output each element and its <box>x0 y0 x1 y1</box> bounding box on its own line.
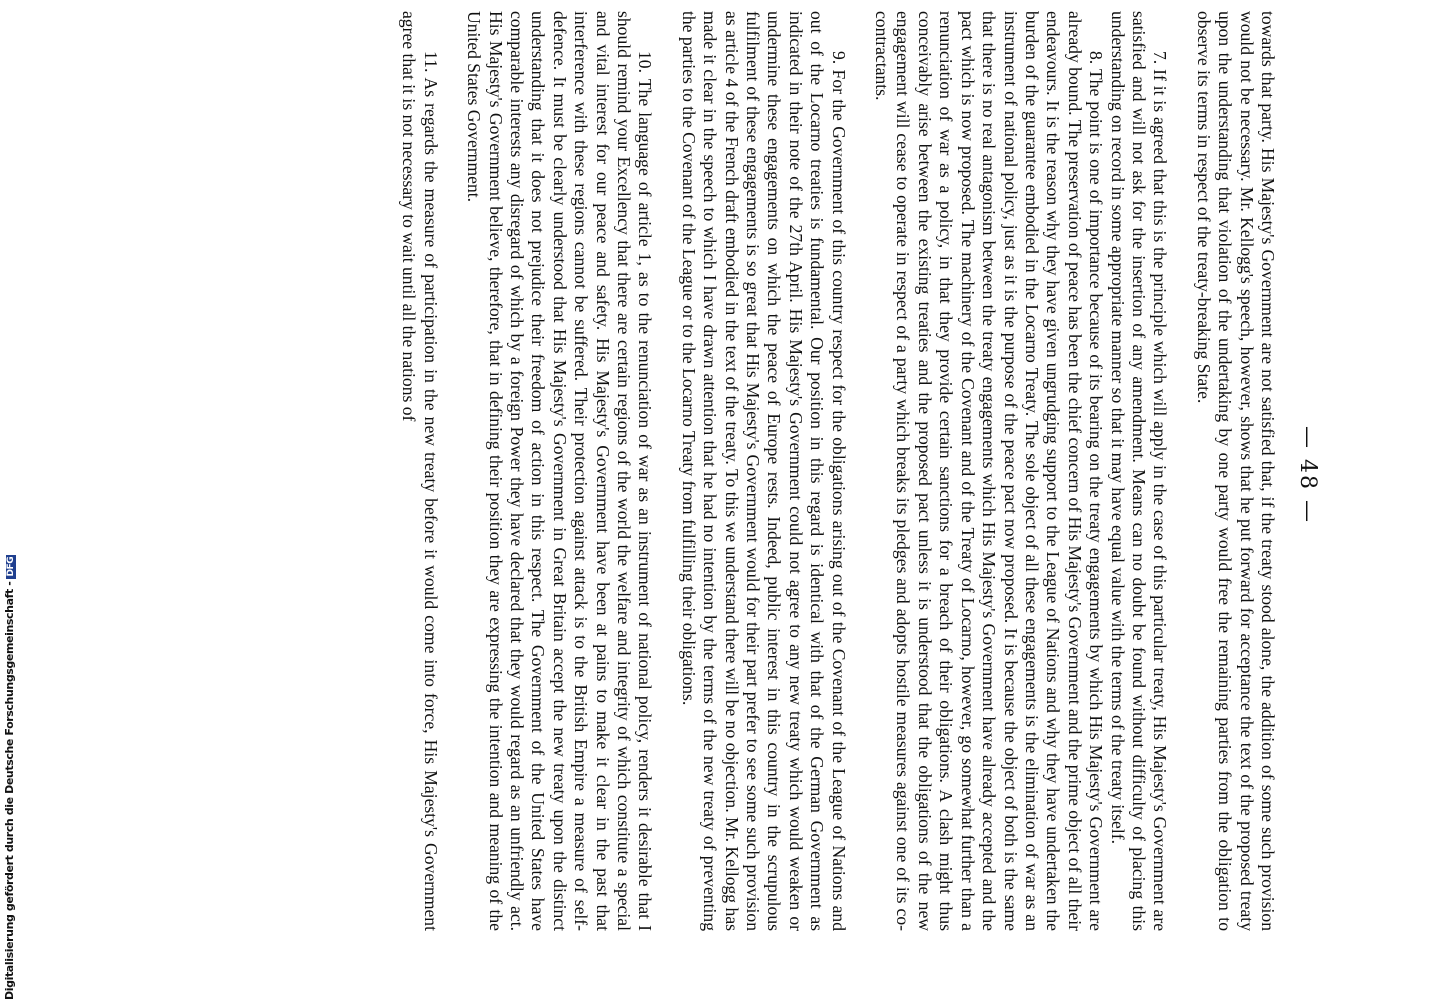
dfg-logo: DFG <box>6 556 16 577</box>
footer-credit-text: Digitalisierung gefördert durch die Deutsche Forschungsgemeinschaft - <box>3 581 16 1000</box>
paragraph-10: 10. The language of article 1, as to the renunciation of war as an instrument of national policy, renders it desirable that I should remind your Excellency that there are certain regions of the world the welfare and integrity of which constitute a special and vital interest for our peace and safety. His Majesty's Government have been at pains to make it clear in the past that interference with these regions cannot be suffered. Their protection against attack is to the British Empire a measure of self-defence. It must be clearly understood that His Majesty's Government in Great Britain accept the new treaty upon the distinct understanding that it does not prejudice their freedom of action in this respect. The Government of the United States have comparable interests any disregard of which by a foreign Power they have declared that they would regard as an unfriendly act. His Majesty's Government believe, therefore, that in defining their position they are expressing the intention and meaning of the United States Government. <box>464 11 656 931</box>
body-text <box>398 11 1278 931</box>
paragraph-8: 8. The point is one of importance because of its bearing on the treaty engagements by which His Majesty's Government are already bound. The preservation of peace has been the chief concern of His Majesty's Government and the prime object of all their endeavours. It is the reason why they have given ungrudging support to the League of Nations and why they have undertaken the burden of the guarantee embodied in the Locarno Treaty. The sole object of all these engagements is the elimination of war as an instrument of national policy, just as it is the purpose of the peace pact now proposed. It is because the object of both is the same that there is no real antagonism between the treaty engagements which His Majesty's Government have already accepted and the pact which is now proposed. The machinery of the Covenant and of the Treaty of Locarno, however, go somewhat further than a renunciation of war as a policy, in that they provide certain sanctions for a breach of their obligations. A clash might thus conceivably arise between the existing treaties and the proposed pact unless it is understood that the obligations of the new engagement will cease to operate in respect of a party which breaks its pledges and adopts hostile measures against one of its co-contractants. <box>872 11 1107 931</box>
paragraph-11: 11. As regards the measure of participation in the new treaty before it would come into force, His Majesty's Government agree that it is not necessary to wait until all the nations of <box>399 11 441 931</box>
page-number: — 48 — <box>1295 426 1320 524</box>
digitization-footer <box>0 556 22 1000</box>
footer-credit <box>3 555 16 1000</box>
paragraph-9: 9. For the Government of this country respect for the obligations arising out of the Covenant of the League of Nations and out of the Locarno treaties is fundamental. Our position in this regard is identical with that of the German Government as indicated in their note of the 27th April. His Majesty's Government could not agree to any new treaty which would weaken or undermine these engagements on which the peace of Europe rests. Indeed, public interest in this country in the scrupulous fulfilment of these engagements is so great that His Majesty's Government would for their part prefer to see some such provision as article 4 of the French draft embodied in the text of the treaty. To this we understand there will be no objection. Mr. Kellogg has made it clear in the speech to which I have drawn attention that he had no intention by the terms of the new treaty of preventing the parties to the Covenant of the League or to the Locarno Treaty from fulfilling their obligations. <box>678 11 849 931</box>
document-page <box>150 5 1330 945</box>
paragraph-continuation: towards that party. His Majesty's Government are not satisfied that, if the treaty stood alone, the addition of some such provision would not be necessary. Mr. Kellogg's speech, however, shows that he put forward for acceptance the text of the proposed treaty upon the understanding that violation of the undertaking by one party would free the remaining parties from the obligation to observe its terms in respect of the treaty-breaking State. <box>1193 11 1278 931</box>
paragraph-7: 7. If it is agreed that this is the principle which will apply in the case of this particular treaty, His Majesty's Government are satisfied and will not ask for the insertion of any amendment. Means can no doubt be found without difficulty of placing this understanding on record in some appropriate manner so that it may have equal value with the terms of the treaty itself. <box>1107 11 1171 931</box>
